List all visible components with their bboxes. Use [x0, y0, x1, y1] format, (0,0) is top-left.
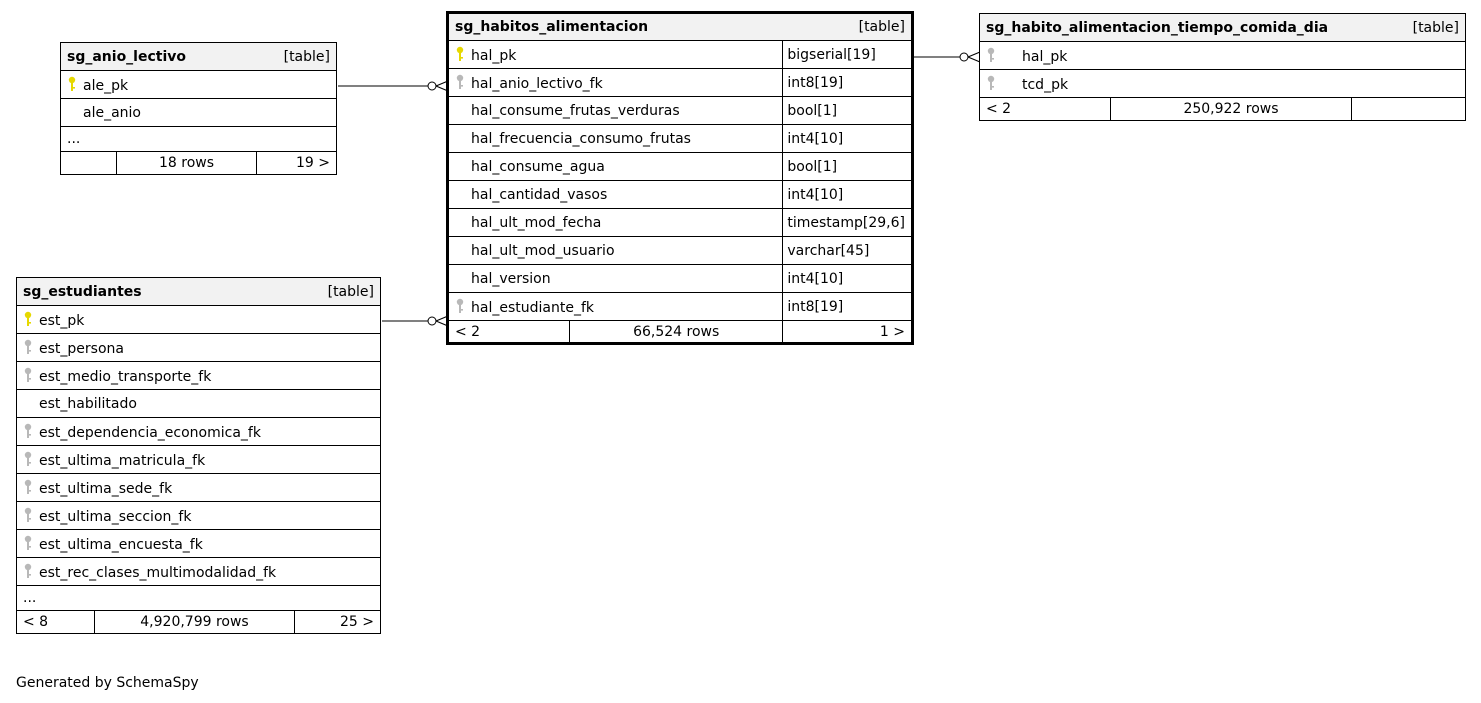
column-type: varchar[45] [783, 237, 913, 265]
column-name-cell[interactable] [17, 474, 381, 502]
column-row[interactable] [61, 99, 337, 127]
relation-tiempo-comida [914, 52, 980, 62]
column-row[interactable] [448, 237, 913, 265]
column-name-cell[interactable] [17, 502, 381, 530]
column-name: hal_consume_frutas_verduras [471, 102, 680, 119]
column-row[interactable] [448, 153, 913, 181]
fk-key-icon [455, 74, 471, 90]
column-row[interactable] [17, 502, 381, 530]
footer-row-count: 4,920,799 rows [95, 611, 295, 634]
table-name: sg_habitos_alimentacion [455, 19, 649, 35]
table-sg-anio-lectivo[interactable] [60, 42, 337, 175]
column-row[interactable] [17, 362, 381, 390]
relation-tiempo-comida-optional [960, 53, 968, 61]
column-row[interactable] [980, 42, 1466, 70]
footer-row-count: 66,524 rows [570, 321, 783, 344]
column-name-cell[interactable] [448, 97, 783, 125]
column-row[interactable] [17, 418, 381, 446]
column-name-cell[interactable] [448, 69, 783, 97]
column-list [980, 42, 1466, 98]
fk-key-icon [23, 479, 39, 495]
column-name: est_ultima_encuesta_fk [39, 536, 203, 553]
relation-estudiantes [382, 316, 448, 326]
column-type: int4[10] [783, 125, 913, 153]
column-list [448, 41, 913, 321]
column-name: hal_estudiante_fk [471, 299, 594, 316]
footer-row-count: 18 rows [117, 152, 257, 175]
fk-key-icon [23, 535, 39, 551]
column-list [17, 306, 381, 586]
fk-key-icon [23, 367, 39, 383]
column-type: int8[19] [783, 293, 913, 321]
column-row[interactable] [448, 181, 913, 209]
column-name-cell[interactable] [17, 306, 381, 334]
table-header[interactable] [448, 13, 913, 41]
table-header[interactable] [17, 278, 381, 306]
fk-key-icon [23, 423, 39, 439]
column-row[interactable] [448, 97, 913, 125]
column-type: bool[1] [783, 153, 913, 181]
footer-children[interactable]: 1 > [783, 321, 913, 344]
fk-key-icon [455, 298, 471, 314]
column-name-cell[interactable] [17, 362, 381, 390]
fk-key-icon [986, 47, 1022, 63]
column-row[interactable] [17, 306, 381, 334]
footer-children[interactable] [1352, 98, 1466, 121]
column-name: hal_ult_mod_fecha [471, 214, 602, 231]
column-row[interactable] [17, 530, 381, 558]
column-name: hal_frecuencia_consumo_frutas [471, 130, 691, 147]
column-name: est_dependencia_economica_fk [39, 424, 261, 441]
column-row[interactable] [448, 41, 913, 69]
column-name: ale_pk [83, 77, 129, 94]
table-kind: [table] [858, 19, 905, 35]
fk-key-icon [23, 451, 39, 467]
column-row[interactable] [448, 293, 913, 321]
relation-estudiantes-optional [428, 317, 436, 325]
column-row[interactable] [17, 558, 381, 586]
column-name: est_persona [39, 340, 124, 357]
column-row[interactable] [61, 71, 337, 99]
column-name-cell[interactable] [448, 209, 783, 237]
column-name-cell[interactable] [448, 41, 783, 69]
column-name: hal_ult_mod_usuario [471, 242, 615, 259]
footer-children[interactable]: 19 > [257, 152, 337, 175]
column-name-cell[interactable] [17, 334, 381, 362]
table-name: sg_habito_alimentacion_tiempo_comida_dia [986, 19, 1329, 36]
fk-key-icon [986, 75, 1022, 91]
pk-key-icon [455, 46, 471, 62]
footer-parents[interactable]: < 2 [448, 321, 570, 344]
column-list [61, 71, 337, 127]
more-columns-ellipsis: ... [61, 127, 337, 152]
column-row[interactable] [448, 69, 913, 97]
footer-children[interactable]: 25 > [295, 611, 381, 634]
footer-parents[interactable]: < 8 [17, 611, 95, 634]
column-row[interactable] [17, 474, 381, 502]
footer-parents[interactable]: < 2 [980, 98, 1111, 121]
column-row[interactable] [448, 125, 913, 153]
column-name: ale_anio [83, 104, 141, 121]
column-name-cell[interactable] [17, 558, 381, 586]
column-name: est_rec_clases_multimodalidad_fk [39, 564, 277, 581]
column-type: int4[10] [783, 181, 913, 209]
column-name: hal_cantidad_vasos [471, 186, 608, 203]
pk-key-icon [23, 311, 39, 327]
column-type: int8[19] [783, 69, 913, 97]
column-row[interactable] [17, 446, 381, 474]
footer-parents[interactable] [61, 152, 117, 175]
column-name: hal_consume_agua [471, 158, 605, 175]
column-name: est_pk [39, 312, 85, 329]
column-name: hal_pk [471, 47, 517, 64]
table-kind: [table] [327, 283, 374, 300]
column-name-cell[interactable] [448, 265, 783, 293]
column-row[interactable] [980, 70, 1466, 98]
column-name-cell[interactable] [448, 153, 783, 181]
column-type: int4[10] [783, 265, 913, 293]
relation-anio-lectivo-optional [428, 82, 436, 90]
column-name-cell[interactable] [980, 42, 1466, 70]
column-name: est_ultima_sede_fk [39, 480, 173, 497]
column-row[interactable] [17, 390, 381, 418]
column-name-cell[interactable] [980, 70, 1466, 98]
pk-key-icon [67, 76, 83, 92]
column-name-cell[interactable] [17, 418, 381, 446]
column-name: tcd_pk [1022, 76, 1069, 93]
table-header[interactable] [980, 14, 1466, 42]
column-name: est_ultima_seccion_fk [39, 508, 192, 525]
footer-row-count: 250,922 rows [1111, 98, 1352, 121]
table-name: sg_anio_lectivo [67, 48, 187, 65]
table-sg-estudiantes[interactable] [16, 277, 381, 634]
column-name-cell[interactable] [61, 99, 337, 127]
table-kind: [table] [283, 48, 330, 65]
table-header[interactable] [61, 43, 337, 71]
column-name-cell[interactable] [17, 530, 381, 558]
column-type: timestamp[29,6] [783, 209, 913, 237]
table-kind: [table] [1412, 19, 1459, 36]
table-name: sg_estudiantes [23, 283, 142, 300]
column-row[interactable] [17, 334, 381, 362]
column-name-cell[interactable] [448, 237, 783, 265]
table-sg-habitos-alimentacion[interactable] [446, 11, 914, 345]
column-name-cell[interactable] [17, 390, 381, 418]
column-name: hal_version [471, 270, 551, 287]
generated-by-label: Generated by SchemaSpy [16, 675, 199, 691]
column-name-cell[interactable] [448, 293, 783, 321]
column-name: est_ultima_matricula_fk [39, 452, 206, 469]
table-sg-habito-alimentacion-tiempo-comida-dia[interactable] [979, 13, 1466, 121]
column-type: bigserial[19] [783, 41, 913, 69]
column-name: est_habilitado [39, 395, 137, 412]
column-name: hal_pk [1022, 48, 1068, 65]
column-name: hal_anio_lectivo_fk [471, 75, 603, 92]
column-row[interactable] [448, 209, 913, 237]
fk-key-icon [23, 563, 39, 579]
column-name-cell[interactable] [448, 181, 783, 209]
column-type: bool[1] [783, 97, 913, 125]
fk-key-icon [23, 507, 39, 523]
fk-key-icon [23, 339, 39, 355]
column-name: est_medio_transporte_fk [39, 368, 212, 385]
column-name-cell[interactable] [61, 71, 337, 99]
more-columns-ellipsis: ... [17, 586, 381, 611]
column-name-cell[interactable] [17, 446, 381, 474]
column-row[interactable] [448, 265, 913, 293]
column-name-cell[interactable] [448, 125, 783, 153]
